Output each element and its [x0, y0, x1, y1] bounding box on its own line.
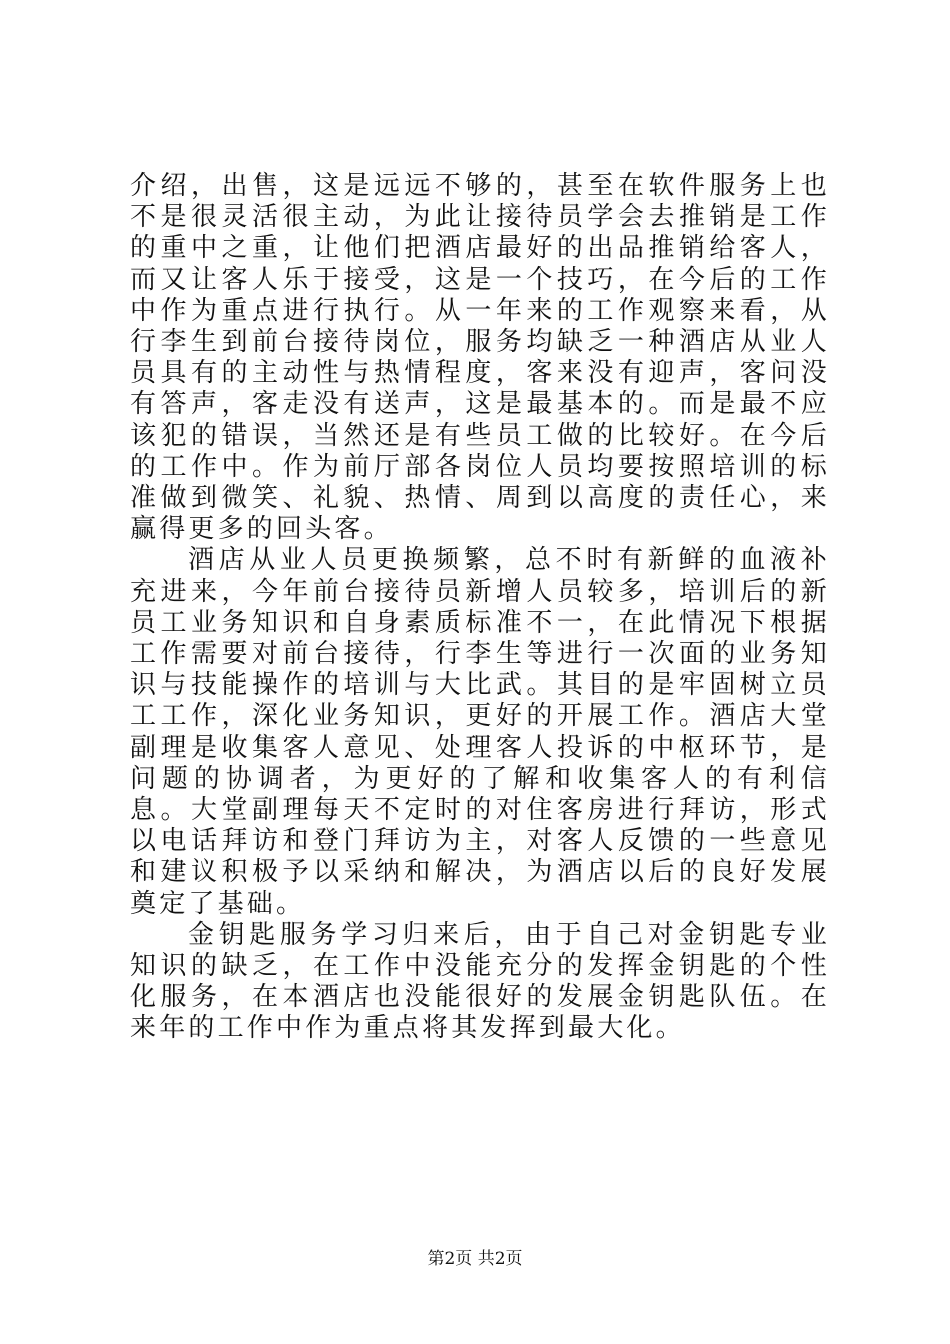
paragraph-golden-key: 金钥匙服务学习归来后，由于自己对金钥匙专业知识的缺乏，在工作中没能充分的发挥金钥匙的个性化服务，在本酒店也没能很好的发展金钥匙队伍。在来年的工作中作为重点将其发挥到最大化。 [130, 919, 830, 1044]
paragraph-staff-training: 酒店从业人员更换频繁，总不时有新鲜的血液补充进来，今年前台接待员新增人员较多，培训后的新员工业务知识和自身素质标准不一，在此情况下根据工作需要对前台接待，行李生等进行一次面的业务知识与技能操作的培训与大比武。其目的是牢固树立员工工作，深化业务知识，更好的开展工作。酒店大堂副理是收集客人意见、处理客人投诉的中枢环节，是问题的协调者，为更好的了解和收集客人的有利信息。大堂副理每天不定时的对住客房进行拜访，形式以电话拜访和登门拜访为主，对客人反馈的一些意见和建议积极予以采纳和解决，为酒店以后的良好发展奠定了基础。 [130, 545, 830, 919]
document-body [130, 171, 830, 1045]
page-footer: 第2页 共2页 [427, 1249, 523, 1269]
paragraph-continuation: 介绍，出售，这是远远不够的，甚至在软件服务上也不是很灵活很主动，为此让接待员学会去推销是工作的重中之重，让他们把酒店最好的出品推销给客人，而又让客人乐于接受，这是一个技巧，在今后的工作中作为重点进行执行。从一年来的工作观察来看，从行李生到前台接待岗位，服务均缺乏一种酒店从业人员具有的主动性与热情程度，客来没有迎声，客问没有答声，客走没有送声，这是最基本的。而是最不应该犯的错误，当然还是有些员工做的比较好。在今后的工作中。作为前厅部各岗位人员均要按照培训的标准做到微笑、礼貌、热情、周到以高度的责任心，来赢得更多的回头客。 [130, 171, 830, 545]
